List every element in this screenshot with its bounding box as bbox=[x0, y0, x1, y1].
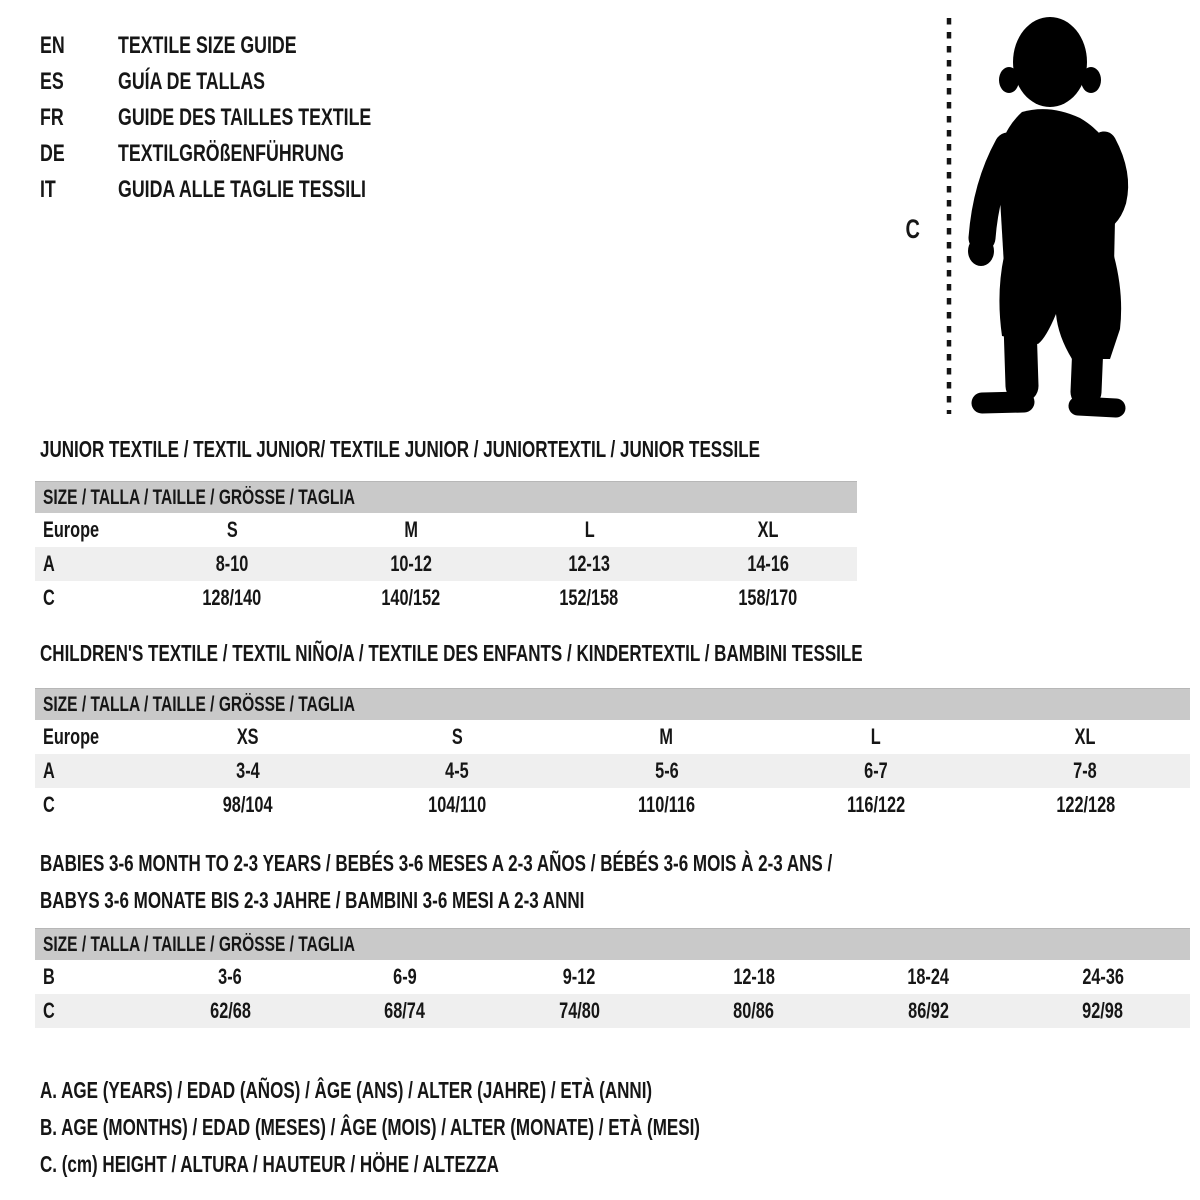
table-row-age-months: B 3-6 6-9 9-12 12-18 18-24 24-36 bbox=[43, 964, 1124, 989]
table-row-europe: Europe S M L XL bbox=[43, 517, 779, 542]
language-title: TEXTILE SIZE GUIDE bbox=[118, 32, 297, 59]
height-measure-label: C bbox=[905, 214, 920, 244]
size-header-bar: SIZE / TALLA / TAILLE / GRÖSSE / TAGLIA bbox=[35, 928, 1190, 960]
section-title-children: CHILDREN'S TEXTILE / TEXTIL NIÑO/A / TEXTILE DES ENFANTS / KINDERTEXTIL / BAMBINI TESSILE bbox=[40, 640, 863, 666]
language-title: GUIDA ALLE TAGLIE TESSILI bbox=[118, 176, 366, 203]
size-header-bar: SIZE / TALLA / TAILLE / GRÖSSE / TAGLIA bbox=[35, 688, 1190, 720]
section-title-junior: JUNIOR TEXTILE / TEXTIL JUNIOR/ TEXTILE JUNIOR / JUNIORTEXTIL / JUNIOR TESSILE bbox=[40, 436, 760, 462]
legend-line-c: C. (cm) HEIGHT / ALTURA / HAUTEUR / HÖHE / ALTEZZA bbox=[40, 1151, 499, 1177]
language-title: GUIDE DES TAILLES TEXTILE bbox=[118, 104, 372, 131]
language-row-fr bbox=[40, 100, 460, 136]
language-row-de bbox=[40, 136, 460, 172]
table-row-height: C 98/104 104/110 110/116 116/122 122/128 bbox=[43, 792, 1115, 817]
junior-size-table bbox=[35, 481, 857, 615]
language-row-it bbox=[40, 172, 460, 208]
table-row-age-years: A 8-10 10-12 12-13 14-16 bbox=[35, 547, 857, 581]
section-title-babies-line1: BABIES 3-6 MONTH TO 2-3 YEARS / BEBÉS 3-6 MESES A 2-3 AÑOS / BÉBÉS 3-6 MOIS À 2-3 ANS / bbox=[40, 850, 833, 876]
height-figure bbox=[898, 14, 1148, 418]
size-header-bar: SIZE / TALLA / TAILLE / GRÖSSE / TAGLIA bbox=[35, 481, 857, 513]
language-title: GUÍA DE TALLAS bbox=[118, 68, 266, 95]
table-row-height: C 62/68 68/74 74/80 80/86 86/92 92/98 bbox=[35, 994, 1190, 1028]
table-row-height: C 128/140 140/152 152/158 158/170 bbox=[43, 585, 798, 610]
baby-silhouette-icon bbox=[898, 14, 1148, 418]
children-size-table bbox=[35, 688, 1190, 822]
baby-silhouette-shape bbox=[968, 17, 1121, 408]
language-code: DE bbox=[40, 140, 65, 167]
measurement-legend bbox=[40, 1072, 932, 1183]
legend-line-b: B. AGE (MONTHS) / EDAD (MESES) / ÂGE (MOIS) / ALTER (MONATE) / ETÀ (MESI) bbox=[40, 1114, 700, 1140]
babies-size-table bbox=[35, 928, 1190, 1028]
section-title-babies-line2: BABYS 3-6 MONATE BIS 2-3 JAHRE / BAMBINI 3-6 MESI A 2-3 ANNI bbox=[40, 887, 585, 913]
language-row-es bbox=[40, 64, 460, 100]
table-row-age-years: A 3-4 4-5 5-6 6-7 7-8 bbox=[35, 754, 1190, 788]
language-title: TEXTILGRÖßENFÜHRUNG bbox=[118, 140, 344, 167]
legend-line-a: A. AGE (YEARS) / EDAD (AÑOS) / ÂGE (ANS) / ALTER (JAHRE) / ETÀ (ANNI) bbox=[40, 1077, 653, 1103]
language-row-en bbox=[40, 28, 460, 64]
language-code: EN bbox=[40, 32, 65, 59]
language-code: ES bbox=[40, 68, 64, 95]
language-title-block bbox=[40, 28, 460, 208]
table-row-europe: Europe XS S M L XL bbox=[43, 724, 1096, 749]
language-code: IT bbox=[40, 176, 56, 203]
language-code: FR bbox=[40, 104, 64, 131]
